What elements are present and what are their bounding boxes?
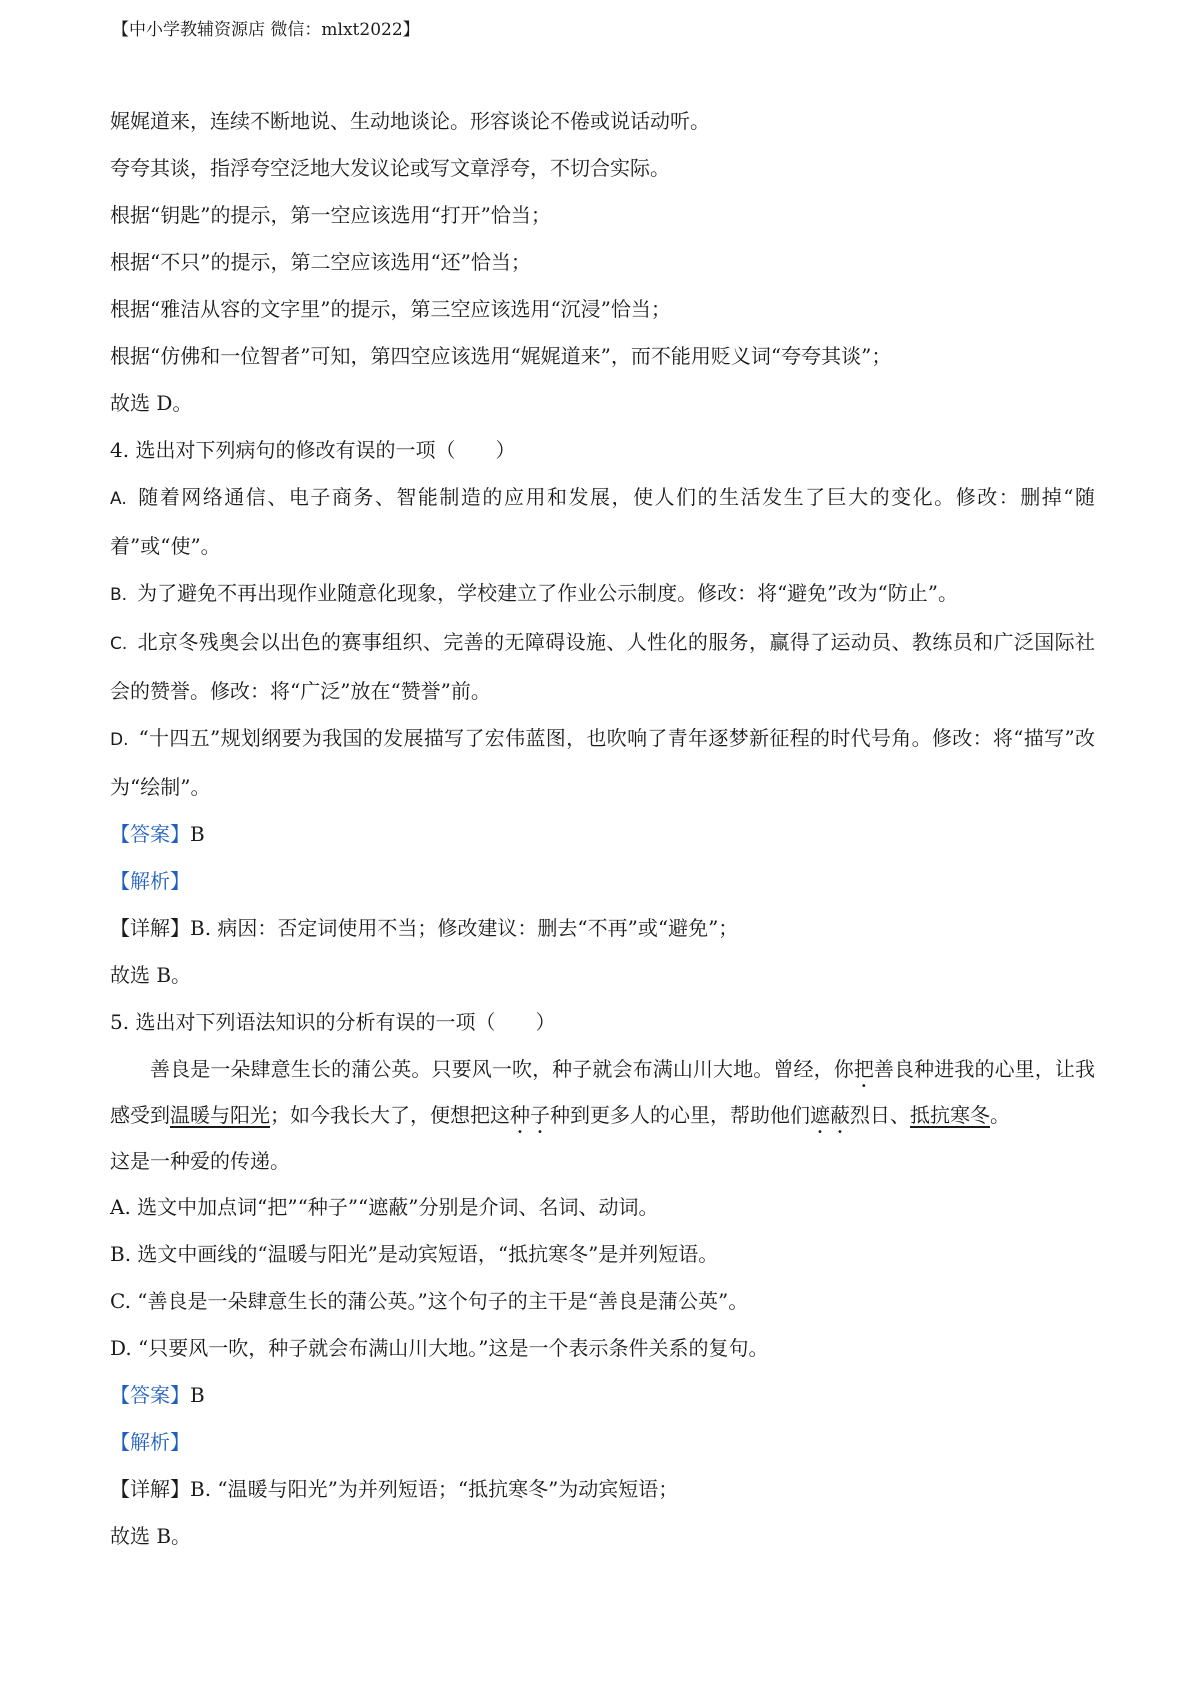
question-4-option-c	[110, 619, 1095, 715]
question-5-passage	[110, 1046, 1095, 1138]
text-line: 娓娓道来，连续不断地说、生动地谈论。形容谈论不倦或说话动听。	[110, 109, 710, 133]
question-4-conclusion: 故选 B。	[110, 963, 192, 987]
question-5-option-d: D. “只要风一吹，种子就会布满山川大地。”这是一个表示条件关系的复句。	[110, 1336, 769, 1360]
text-line: 故选 D。	[110, 391, 193, 415]
question-4-analysis	[110, 858, 1095, 905]
option-text: 为了避免不再出现作业随意化现象，学校建立了作业公示制度。修改：将“避免”改为“防止”。	[137, 581, 958, 605]
passage-text: 善良是一朵肆意生长的蒲公英。只要风一吹，种子就会布满山川大地。曾经，你	[150, 1057, 854, 1081]
dotted-word: 把	[853, 1057, 874, 1081]
question-4-option-b	[110, 570, 1095, 619]
text-line: 根据“仿佛和一位智者”可知，第四空应该选用“娓娓道来”，而不能用贬义词“夸夸其谈”；	[110, 344, 892, 368]
answer-value: B	[190, 1383, 205, 1407]
page-content	[110, 98, 1095, 1560]
passage-text: 善良种进我的心里，让我感受到	[110, 1057, 1096, 1127]
option-letter: C.	[110, 634, 128, 654]
analysis-tag: 【解析】	[110, 1430, 190, 1454]
text-line: 根据“不只”的提示，第二空应该选用“还”恰当；	[110, 250, 531, 274]
page-header: 【中小学教辅资源店 微信：mlxt2022】	[112, 20, 420, 40]
question-5-option-a: A. 选文中加点词“把”“种子”“遮蔽”分别是介词、名词、动词。	[110, 1195, 659, 1219]
question-4-option-d	[110, 715, 1095, 811]
option-text: “十四五”规划纲要为我国的发展描写了宏伟蓝图，也吹响了青年逐梦新征程的时代号角。修改：将“描写”改为“绘制”。	[110, 726, 1095, 799]
question-5-option-b: B. 选文中画线的“温暖与阳光”是动宾短语，“抵抗寒冬”是并列短语。	[110, 1242, 719, 1266]
dotted-word: 种子	[510, 1103, 550, 1127]
dotted-word: 遮蔽	[810, 1103, 850, 1127]
text-line: 夸夸其谈，指浮夸空泛地大发议论或写文章浮夸，不切合实际。	[110, 156, 670, 180]
underlined-phrase: 温暖与阳光	[170, 1103, 270, 1127]
passage-last-line: 这是一种爱的传递。	[110, 1149, 290, 1173]
option-letter: D.	[110, 730, 129, 750]
text-line: 根据“雅洁从容的文字里”的提示，第三空应该选用“沉浸”恰当；	[110, 297, 671, 321]
option-letter: B.	[110, 585, 128, 605]
underlined-phrase: 抵抗寒冬	[910, 1103, 990, 1127]
passage-text: 。	[990, 1103, 1010, 1127]
question-5-analysis	[110, 1419, 1095, 1466]
answer-tag: 【答案】	[110, 822, 190, 846]
passage-text: ；如今我长大了，便想把这	[270, 1103, 510, 1127]
analysis-tag: 【解析】	[110, 869, 190, 893]
question-4-stem: 4. 选出对下列病句的修改有误的一项（ ）	[110, 438, 516, 462]
passage-text: 烈日、	[850, 1103, 910, 1127]
answer-value: B	[190, 822, 205, 846]
option-text: 北京冬残奥会以出色的赛事组织、完善的无障碍设施、人性化的服务，赢得了运动员、教练员和广泛国际社会的赞誉。修改：将“广泛”放在“赞誉”前。	[110, 630, 1095, 703]
question-5-option-c: C. “善良是一朵肆意生长的蒲公英。”这个句子的主干是“善良是蒲公英”。	[110, 1289, 749, 1313]
question-4-option-a	[110, 474, 1095, 570]
answer-tag: 【答案】	[110, 1383, 190, 1407]
question-5-stem: 5. 选出对下列语法知识的分析有误的一项（ ）	[110, 1010, 556, 1034]
option-letter: A.	[110, 489, 127, 509]
question-5-answer	[110, 1372, 1095, 1419]
question-5-detail: 【详解】B. “温暖与阳光”为并列短语；“抵抗寒冬”为动宾短语；	[110, 1477, 679, 1501]
passage-text: 种到更多人的心里，帮助他们	[550, 1103, 810, 1127]
text-line: 根据“钥匙”的提示，第一空应该选用“打开”恰当；	[110, 203, 551, 227]
question-4-detail: 【详解】B. 病因：否定词使用不当；修改建议：删去“不再”或“避免”；	[110, 916, 739, 940]
question-5-conclusion: 故选 B。	[110, 1524, 192, 1548]
option-text: 随着网络通信、电子商务、智能制造的应用和发展，使人们的生活发生了巨大的变化。修改：删掉“随着”或“使”。	[110, 485, 1095, 558]
question-4-answer	[110, 811, 1095, 858]
